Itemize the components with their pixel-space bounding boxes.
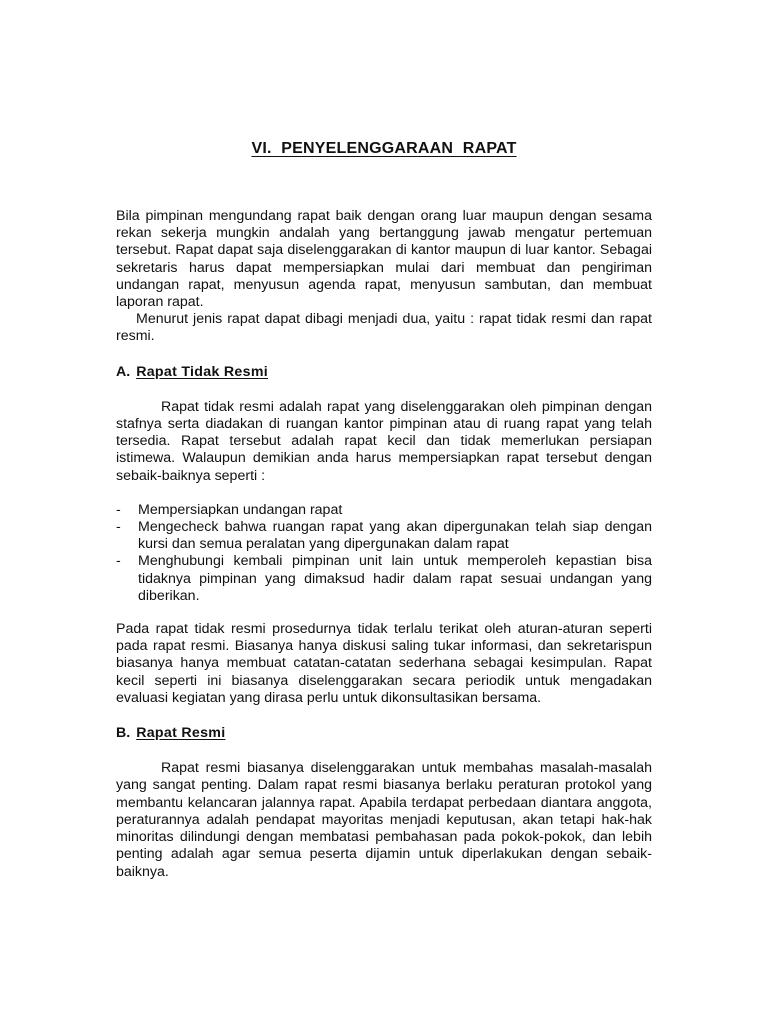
section-b-heading xyxy=(116,725,652,742)
section-b-letter: B. xyxy=(116,725,131,742)
bullet-dash: - xyxy=(116,519,121,536)
section-a-bullet-list xyxy=(116,502,652,605)
bullet-dash: - xyxy=(116,553,121,570)
list-item xyxy=(116,553,652,605)
list-item-text: Menghubungi kembali pimpinan unit lain untuk memperoleh kepastian bisa tidaknya pimpinan yang dimaksud hadir dalam rapat sesuai undangan yang diberikan. xyxy=(138,553,652,604)
bullet-dash: - xyxy=(116,501,121,518)
document-page xyxy=(116,0,652,1024)
document-body xyxy=(116,208,652,881)
spacer xyxy=(116,346,652,364)
intro-paragraph-2: Menurut jenis rapat dapat dibagi menjadi dua, yaitu : rapat tidak resmi dan rapat resmi. xyxy=(116,311,652,345)
section-a-title: Rapat Tidak Resmi xyxy=(136,363,268,380)
spacer xyxy=(116,605,652,621)
spacer xyxy=(116,707,652,725)
section-a-heading xyxy=(116,364,652,381)
list-item-text: Mengecheck bahwa ruangan rapat yang akan dipergunakan telah siap dengan kursi dan semua peralatan yang dipergunakan dalam rapat xyxy=(138,519,652,553)
spacer xyxy=(116,485,652,502)
page-title: VI. PENYELENGGARAAN RAPAT xyxy=(251,140,517,157)
section-a-paragraph-1: Rapat tidak resmi adalah rapat yang diselenggarakan oleh pimpinan dengan stafnya serta diadakan di ruangan kantor pimpinan atau di ruang rapat yang telah tersedia. Rapat tersebut adalah rapat kecil dan tidak memerlukan persiapan istimewa. Walaupun demikian anda harus mempersiapkan rapat tersebut dengan sebaik-baiknya seperti : xyxy=(116,398,652,484)
section-b-title: Rapat Resmi xyxy=(136,725,226,742)
list-item xyxy=(116,502,652,519)
list-item xyxy=(116,519,652,553)
intro-paragraph-1: Bila pimpinan mengundang rapat baik dengan orang luar maupun dengan sesama rekan sekerja mungkin andalah yang bertanggung jawab mengatur pertemuan tersebut. Rapat dapat saja diselenggarakan di kantor maupun di luar kantor. Sebagai sekretaris harus dapat mempersiapkan mulai dari membuat dan pengiriman undangan rapat, menyusun agenda rapat, menyusun sambutan, dan membuat laporan rapat. xyxy=(116,208,652,311)
section-b-paragraph-1: Rapat resmi biasanya diselenggarakan untuk membahas masalah-masalah yang sangat penting. Dalam rapat resmi biasanya berlaku peraturan protokol yang membantu kelancaran jalannya rapat. Apabila terdapat perbedaan diantara anggota, peraturannya adalah pendapat mayoritas menjadi keputusan, akan tetapi hak-hak minoritas dilindungi dengan membatasi pembahasan pada pokok-pokok, dan lebih penting adalah agar semua peserta dijamin untuk diperlakukan dengan sebaik-baiknya. xyxy=(116,760,652,880)
section-a-paragraph-2: Pada rapat tidak resmi prosedurnya tidak terlalu terikat oleh aturan-aturan seperti pada rapat resmi. Biasanya hanya diskusi saling tukar informasi, dan sekretarispun biasanya hanya membuat catatan-catatan sederhana sebagai kesimpulan. Rapat kecil seperti ini biasanya diselenggarakan secara periodik untuk mengadakan evaluasi kegiatan yang dirasa perlu untuk dikonsultasikan bersama. xyxy=(116,621,652,706)
section-a-letter: A. xyxy=(116,363,131,380)
list-item-text: Mempersiapkan undangan rapat xyxy=(138,501,343,518)
spacer xyxy=(116,742,652,760)
spacer xyxy=(116,381,652,399)
